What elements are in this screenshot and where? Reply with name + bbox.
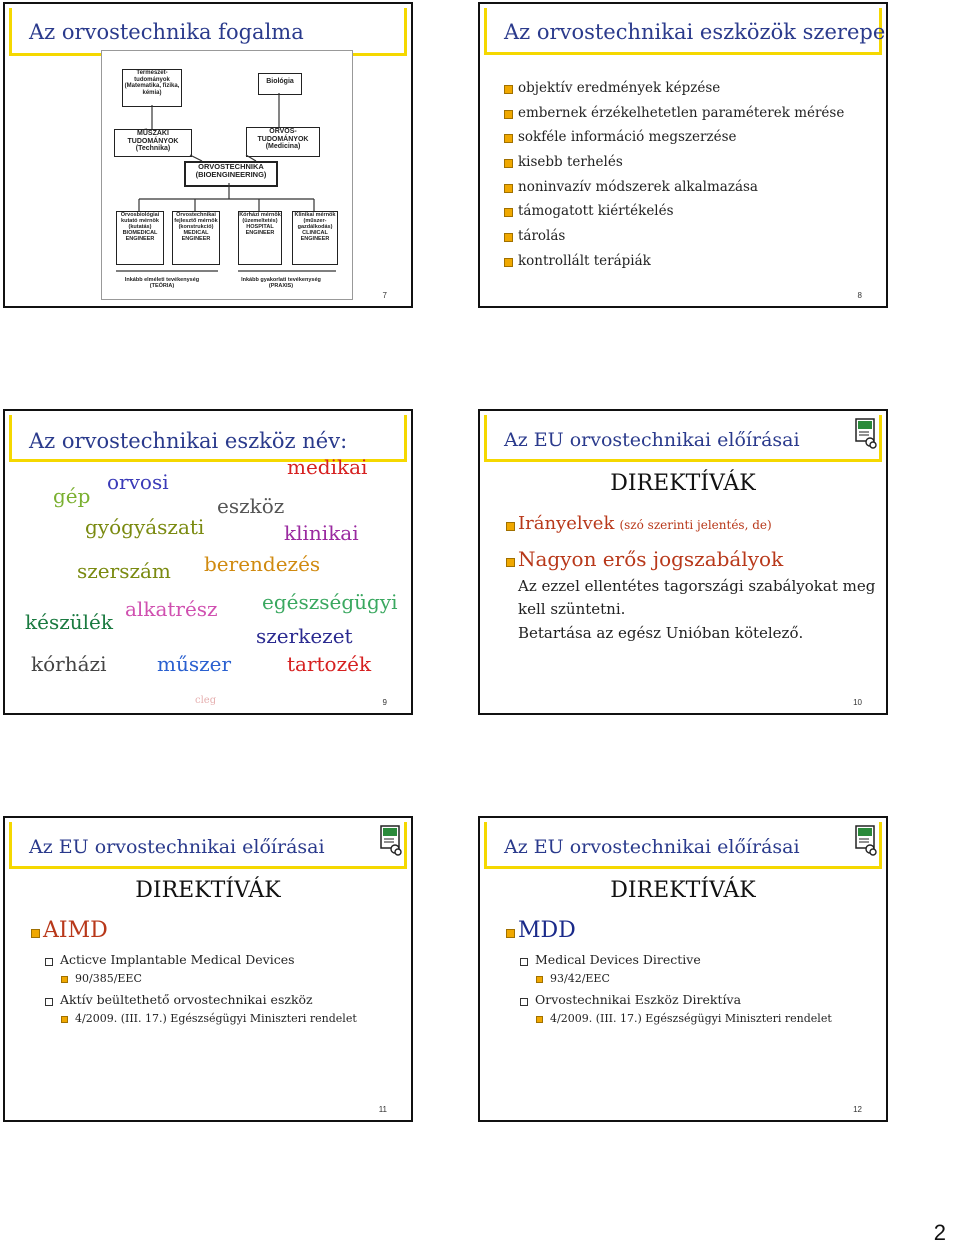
word-korhazi: kórházi: [31, 652, 107, 676]
word-keszulek: készülék: [25, 610, 113, 634]
checkbox-icon: [45, 958, 53, 966]
diagram-box-biomedical-engineer: Orvosbiológiai kutató mérnök (kutatás) BIOMEDICAL ENGINEER: [116, 211, 164, 265]
bullet-icon: [504, 110, 513, 119]
book-icon: [379, 824, 403, 856]
list-item: embernek érzékelhetetlen paraméterek mérése: [518, 105, 845, 121]
list-item: sokféle információ megszerzése: [518, 129, 737, 145]
word-medikai: medikai: [287, 455, 368, 479]
bullet-icon: [536, 1016, 543, 1023]
sub-detail: 90/385/EEC: [75, 972, 142, 985]
slide-title: Az EU orvostechnikai előírásai: [29, 836, 325, 858]
slide-title: Az orvostechnikai eszközök szerepe: [504, 20, 886, 44]
word-gep: gép: [53, 484, 91, 508]
word-eszkoz: eszköz: [217, 494, 285, 518]
bullet-icon: [504, 159, 513, 168]
bullet-icon: [61, 1016, 68, 1023]
heading: DIREKTÍVÁK: [610, 471, 756, 496]
slide-title: Az orvostechnika fogalma: [29, 20, 304, 44]
checkbox-icon: [520, 998, 528, 1006]
slide-number: 8: [857, 291, 862, 300]
bullet-main-text: Irányelvek: [518, 513, 615, 534]
word-gyogyaszati: gyógyászati: [85, 515, 205, 539]
sub-item: Orvostechnikai Eszköz Direktíva: [535, 992, 742, 1007]
page-number: 2: [933, 1220, 946, 1245]
bullet-icon: [504, 184, 513, 193]
diagram-box-biology: Biológia: [258, 73, 302, 95]
sub-detail: 4/2009. (III. 17.) Egészségügyi Miniszteri rendelet: [75, 1012, 357, 1025]
bullet-icon: [506, 929, 515, 938]
slide-12: [478, 816, 888, 1122]
list-item: támogatott kiértékelés: [518, 203, 674, 219]
slide-8: [478, 2, 888, 308]
diagram-footer-practice: Inkább gyakorlati tevékenység (PRAXIS): [241, 277, 321, 290]
slide-10: [478, 409, 888, 715]
bullet-icon: [536, 976, 543, 983]
diagram-footer-theory: Inkább elméleti tevékenység (TEÓRIA): [122, 277, 202, 291]
diagram-box-natural-sciences: Természet-tudományok (Matematika, fizika, kémia): [122, 69, 182, 107]
sub-detail: 93/42/EEC: [550, 972, 610, 985]
list-item: objektív eredmények képzése: [518, 80, 721, 96]
sub-item: Aktív beültethető orvostechnikai eszköz: [60, 992, 313, 1007]
slide-number: 11: [378, 1105, 387, 1114]
faded-footer-word: cleg: [195, 695, 217, 706]
bullet-note: (szó szerinti jelentés, de): [619, 518, 772, 532]
bullet-icon: [506, 558, 515, 567]
main-directive: MDD: [518, 918, 576, 943]
slide-title: Az EU orvostechnikai előírásai: [504, 429, 800, 451]
organization-diagram: [101, 50, 353, 300]
sub-item: Acticve Implantable Medical Devices: [60, 952, 295, 967]
heading: DIREKTÍVÁK: [135, 878, 281, 903]
slide-7: [3, 2, 413, 308]
word-szerkezet: szerkezet: [256, 624, 353, 648]
slide-title: Az orvostechnikai eszköz név:: [29, 429, 348, 453]
word-szerszam: szerszám: [77, 559, 171, 583]
bullet-icon: [61, 976, 68, 983]
slide-number: 10: [853, 698, 862, 707]
diagram-box-engineering-sciences: MŰSZAKI TUDOMÁNYOK (Technika): [114, 129, 192, 157]
bullet-jogszabalyok: Nagyon erős jogszabályok: [518, 547, 784, 571]
bullet-icon: [504, 258, 513, 267]
list-item: kisebb terhelés: [518, 154, 623, 170]
paragraph-line: kell szüntetni.: [518, 600, 626, 618]
word-egeszsegugyi: egészségügyi: [262, 590, 398, 614]
sub-item: Medical Devices Directive: [535, 952, 701, 967]
slide-number: 7: [382, 291, 387, 300]
word-orvosi: orvosi: [107, 470, 169, 494]
list-item: tárolás: [518, 228, 566, 244]
word-muszer: műszer: [157, 652, 232, 676]
slide-number: 12: [853, 1105, 862, 1114]
diagram-box-clinical-engineer: Klinikai mérnök (műszer-gazdálkodás) CLINICAL ENGINEER: [292, 211, 338, 265]
bullet-icon: [504, 233, 513, 242]
bullet-irányelvek: [518, 513, 772, 534]
bullet-icon: [506, 522, 515, 531]
paragraph-line: Az ezzel ellentétes tagországi szabályokat meg: [518, 577, 876, 595]
slide-9: [3, 409, 413, 715]
slide-11: [3, 816, 413, 1122]
book-icon: [854, 417, 878, 449]
list-item: noninvazív módszerek alkalmazása: [518, 179, 758, 195]
bullet-icon: [31, 929, 40, 938]
heading: DIREKTÍVÁK: [610, 878, 756, 903]
main-directive: AIMD: [43, 918, 108, 943]
word-tartozek: tartozék: [287, 652, 372, 676]
diagram-box-medical-engineer: Orvostechnikai fejlesztő mérnök (konstrukció) MEDICAL ENGINEER: [172, 211, 220, 265]
word-klinikai: klinikai: [284, 521, 359, 545]
sub-detail: 4/2009. (III. 17.) Egészségügyi Miniszteri rendelet: [550, 1012, 832, 1025]
bullet-icon: [504, 208, 513, 217]
book-icon: [854, 824, 878, 856]
word-berendezes: berendezés: [204, 552, 321, 576]
word-alkatresz: alkatrész: [125, 597, 218, 621]
diagram-box-hospital-engineer: Kórházi mérnök (üzemeltetés) HOSPITAL ENGINEER: [238, 211, 282, 265]
diagram-box-bioengineering: ORVOSTECHNIKA (BIOENGINEERING): [184, 161, 278, 187]
bullet-icon: [504, 134, 513, 143]
list-item: kontrollált terápiák: [518, 253, 651, 269]
diagram-connectors: [102, 51, 352, 299]
checkbox-icon: [45, 998, 53, 1006]
slide-number: 9: [382, 698, 387, 707]
diagram-box-medical-sciences: ORVOS-TUDOMÁNYOK (Medicina): [246, 127, 320, 157]
bullet-icon: [504, 85, 513, 94]
checkbox-icon: [520, 958, 528, 966]
paragraph-line: Betartása az egész Unióban kötelező.: [518, 624, 804, 642]
slide-title: Az EU orvostechnikai előírásai: [504, 836, 800, 858]
